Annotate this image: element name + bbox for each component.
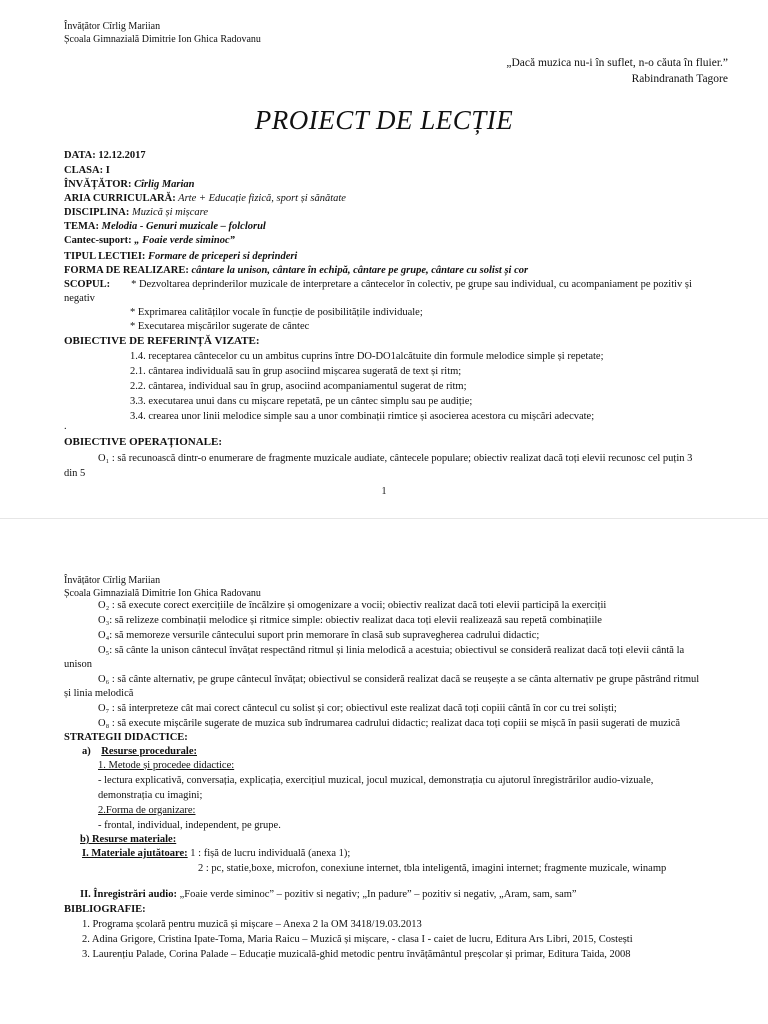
ref-item-4: 3.3. executarea unui dans cu mișcare repetată, pe un cântec simplu sau pe audiție; [130,396,473,407]
ref-heading: OBIECTIVE DE REFERINȚĂ VIZATE: [64,335,260,347]
op-item-1: O₁ : să recunoască dintr-o enumerare de fragmente muzicale audiate, cântecele populare; obiectiv realizat dacă toți elevii recunosc cel puțin 3 [98,453,693,464]
header-school: Școala Gimnazială Dimitrie Ion Ghica Radovanu [64,34,261,45]
field-cantec: Cantec-suport: „ Foaie verde siminoc” [64,235,235,246]
header-teacher-2: Învățător Cîrlig Mariian [64,575,161,586]
field-invatator: ÎNVĂȚĂTOR: Cîrlig Marian [64,179,195,190]
ref-dot: . [64,421,67,432]
bib-item-2: 2. Adina Grigore, Cristina Ipate-Toma, Maria Raicu – Muzică și mișcare, - clasa I - caiet de lucru, Editura Ars Libri, 2015, Costești [82,934,633,945]
op-item-3: O₃: să relizeze combinații melodice și ritmice simple: obiectiv realizat daca toți elevii realizează sau repetă combinațiile [98,615,602,626]
field-tipul: TIPUL LECTIEI: Formare de priceperi si deprinderi [64,251,298,262]
scop-line-3: * Executarea mișcărilor sugerate de cântec [130,321,310,332]
header-school-2: Școala Gimnazială Dimitrie Ion Ghica Radovanu [64,588,261,599]
op-item-5: O₅: să cânte la unison cântecul învățat respectând ritmul și linia melodică a acestuia; obiectivul se consideră realizat dacă toți elevii cântă la [98,645,685,656]
op-item-8: O₈ : să execute mișcările sugerate de muzica sub îndrumarea cadrului didactic; realizat daca toți copiii se mișcă în pasii sugerati de muzică [98,718,681,729]
ref-item-1: 1.4. receptarea cântecelor cu un ambitus cuprins între DO-DO1alcătuite din formule melodice simple și repetate; [130,351,604,362]
forma-line: - frontal, individual, independent, pe grupe. [98,820,281,831]
materiale-line-1: I. Materiale ajutătoare: 1 : fișă de lucru individuală (anexa 1); [82,848,351,859]
page-divider [0,518,768,519]
metode-line-1: - lectura explicativă, conversația, explicația, exercițiul muzical, jocul muzical, demonstrația cu ajutorul înregistrărilor audio-vizuale, [98,775,654,786]
metode-heading: 1. Metode și procedee didactice: [98,760,235,771]
op-item-6-cont: și linia melodică [64,688,134,699]
field-clasa: CLASA: I [64,165,110,176]
scop-line-1: SCOPUL: * Dezvoltarea deprinderilor muzicale de interpretare a cântecelor în colectiv, pe grupe sau individual, cu acompaniament pe pozitiv și [64,279,692,290]
page-number: 1 [381,486,387,497]
field-data: DATA: 12.12.2017 [64,150,146,161]
quote-author: Rabindranath Tagore [631,73,728,85]
scop-line-2: * Exprimarea calităților vocale în funcție de posibilitățile individuale; [130,307,423,318]
op-item-7: O₇ : să interpreteze cât mai corect cântecul cu solist și cor; obiectivul este realizat dacă toți copiii cântă în cor cu trei soliști; [98,703,617,714]
scop-line-1-cont: negativ [64,293,95,304]
op-heading: OBIECTIVE OPERAȚIONALE: [64,436,223,448]
ref-item-5: 3.4. crearea unor linii melodice simple sau a unor combinații rimtice și asocierea acestora cu mișcări adecvate; [130,411,595,422]
op-item-2: O₂ : să execute corect exercițiile de încălzire și omogenizare a vocii; obiectiv realizat dacă toti elevii participă la exerciții [98,600,607,611]
field-forma: FORMA DE REALIZARE: cântare la unison, cântare în echipă, cântare pe grupe, cântare cu solist și cor [64,265,529,276]
op-item-5-cont: unison [64,659,93,670]
field-tema: TEMA: Melodia - Genuri muzicale – folclorul [64,221,266,232]
resurse-procedurale: a) Resurse procedurale: [82,746,197,757]
strategii-heading: STRATEGII DIDACTICE: [64,732,188,743]
forma-heading: 2.Forma de organizare: [98,805,196,816]
field-disciplina: DISCIPLINA: Muzică și mișcare [64,207,208,218]
op-item-6: O₆ : să cânte alternativ, pe grupe cântecul învățat; obiectivul se consideră realizat dacă se reușește a se cânta alternativ pe grupe păstrând ritmul [98,674,700,685]
resurse-materiale: b) Resurse materiale: [80,834,177,845]
ref-item-2: 2.1. cântarea individuală sau în grup asociind mișcarea sugerată de text și ritm; [130,366,462,377]
metode-line-2: demonstrația cu imagini; [98,790,203,801]
bib-item-3: 3. Laurențiu Palade, Corina Palade – Educație muzicală-ghid metodic pentru învățământul preșcolar și primar, Editura Taida, 2008 [82,949,631,960]
inregistrari-audio: II. Înregistrări audio: „Foaie verde siminoc” – pozitiv si negativ; „In padure” – pozitiv si negativ, „Aram, sam, sam” [80,889,577,900]
op-item-4: O₄: să memoreze versurile cântecului suport prin memorare în clasă sub supravegherea cadrului didactic; [98,630,540,641]
bib-item-1: 1. Programa școlară pentru muzică și mișcare – Anexa 2 la OM 3418/19.03.2013 [82,919,422,930]
page-two [0,568,768,1024]
ref-item-3: 2.2. cântarea, individual sau în grup, asociind acompaniamentul sugerat de ritm; [130,381,467,392]
bibliografie-heading: BIBLIOGRAFIE: [64,904,146,915]
quote-text: „Dacă muzica nu-i în suflet, n-o căuta în fluier.” [506,57,728,69]
materiale-line-2: 2 : pc, statie,boxe, microfon, conexiune internet, tbla inteligentă, imagini internet; fragmente muzicale, winamp [198,863,667,874]
page-title: PROIECT DE LECȚIE [254,105,514,135]
header-teacher: Învățător Cîrlig Mariian [64,21,161,32]
op-item-1-cont: din 5 [64,468,86,479]
field-aria: ARIA CURRICULARĂ: Arte + Educație fizică, sport și sănătate [64,193,346,204]
